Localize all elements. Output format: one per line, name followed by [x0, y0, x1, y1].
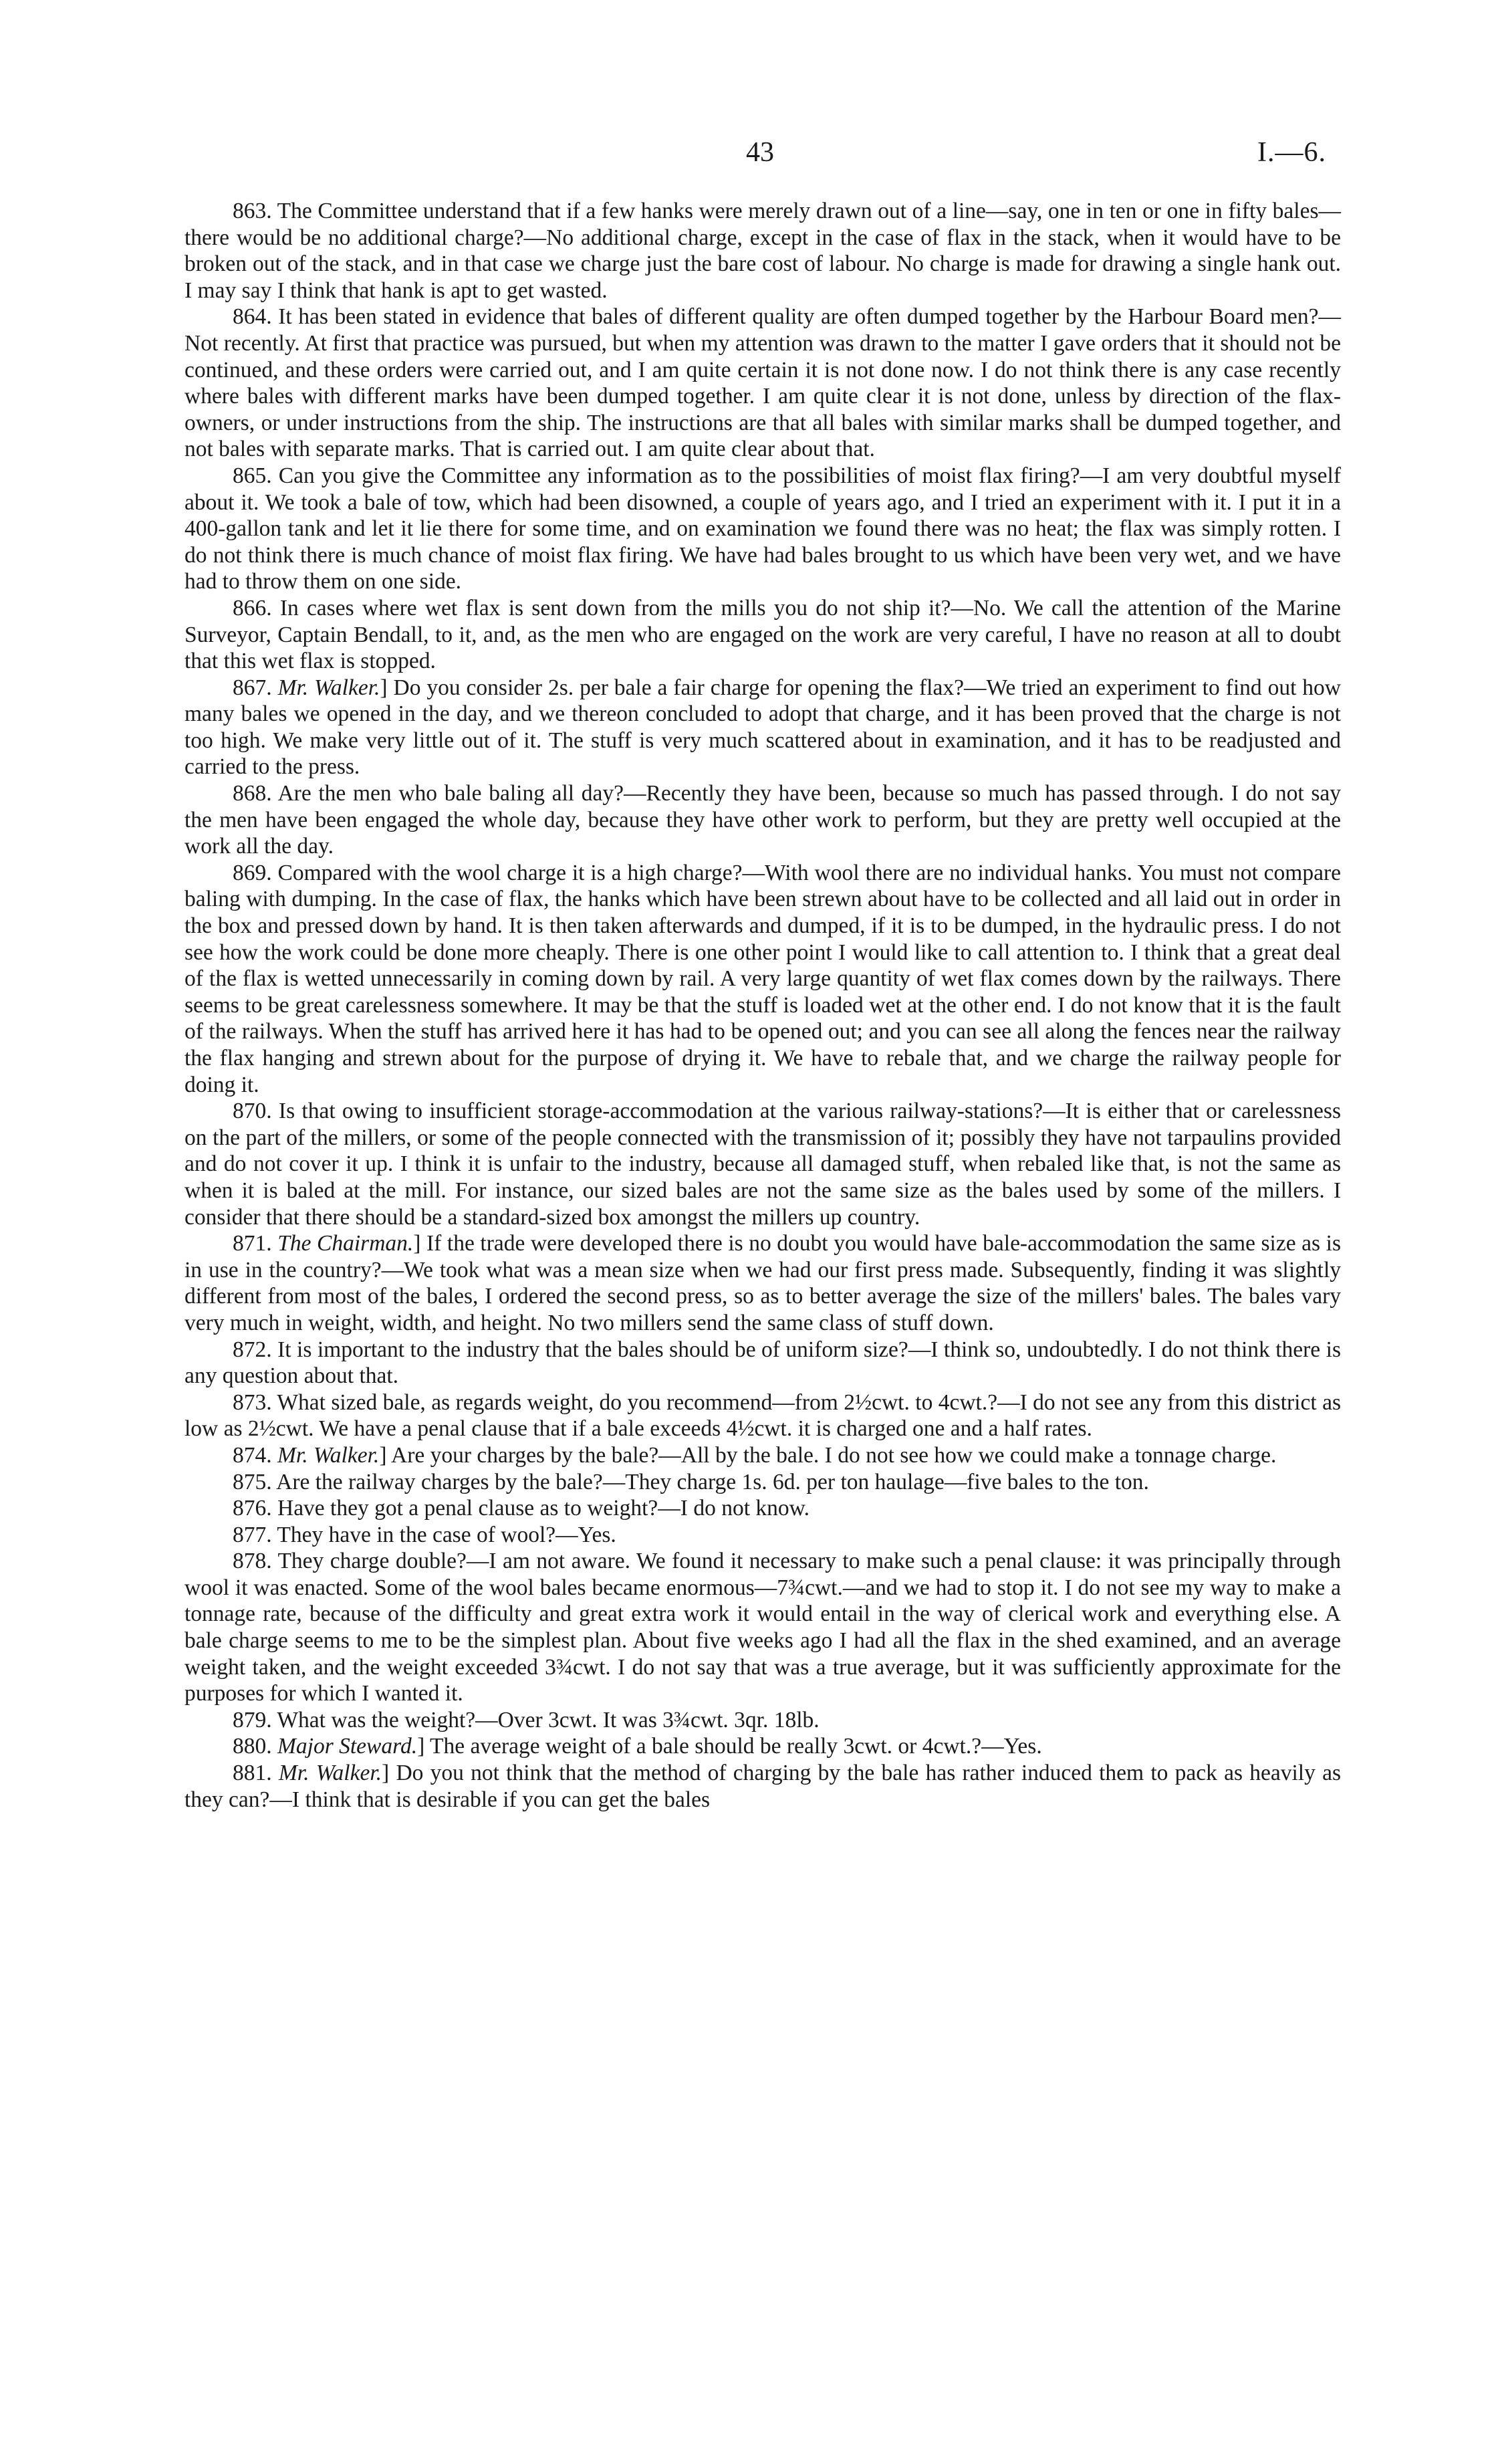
paragraph-866 [184, 595, 1341, 675]
paragraph-text: 880. Major Steward.] The average weight of a bale should be really 3cwt. or 4cwt.?—Yes. [233, 1734, 1042, 1759]
paragraph-878 [184, 1548, 1341, 1707]
paragraph-875 [184, 1469, 1341, 1496]
paragraph-872 [184, 1337, 1341, 1389]
paragraph-text: 873. What sized bale, as regards weight, do you recommend—from 2½cwt. to 4cwt.?—I do not see any from this district as low as 2½cwt. We have a penal clause that if a bale exceeds 4½cwt. it is charged one and a half rates. [184, 1389, 1341, 1442]
paragraph-868 [184, 780, 1341, 860]
page-number: 43 [746, 137, 774, 168]
document-reference: I.—6. [1257, 137, 1326, 168]
paragraph-text: 881. Mr. Walker.] Do you not think that the method of charging by the bale has rather induced them to pack as heavily as they can?—I think that is desirable if you can get the bales [184, 1761, 1341, 1812]
paragraph-text: 876. Have they got a penal clause as to weight?—I do not know. [233, 1496, 810, 1521]
paragraph-867 [184, 675, 1341, 780]
paragraph-text: 875. Are the railway charges by the bale?—They charge 1s. 6d. per ton haulage—five bales to the ton. [233, 1469, 1149, 1494]
paragraph-text: 872. It is important to the industry that the bales should be of uniform size?—I think so, undoubtedly. I do not think there is any question about that. [184, 1337, 1341, 1389]
speaker-name: Mr. Walker. [277, 675, 380, 700]
paragraph-text: 865. Can you give the Committee any information as to the possibilities of moist flax firing?—I am very doubtful myself about it. We took a bale of tow, which had been disowned, a couple of years ago, and I tried an experiment with it. I put it in a 400-gallon tank and let it lie there for some time, and on examination we found there was no heat; the flax was simply rotten. I do not think there is much chance of moist flax firing. We have had bales brought to us which have been very wet, and we have had to throw them on one side. [184, 463, 1341, 594]
paragraph-text: 870. Is that owing to insufficient storage-accommodation at the various railway-stations?—It is either that or carelessness on the part of the millers, or some of the people connected with the transmission of it; possibly they have not tarpaulins provided and do not cover it up. I think it is unfair to the industry, because all damaged stuff, when rebaled like that, is not the same as when it is baled at the mill. For instance, our sized bales are not the same size as the bales used by some of the millers. I consider that there should be a standard-sized box amongst the millers up country. [184, 1099, 1341, 1230]
speaker-name: Mr. Walker. [277, 1442, 380, 1468]
paragraph-881 [184, 1760, 1341, 1813]
body-text [184, 198, 1341, 1813]
paragraph-text: 871. The Chairman.] If the trade were developed there is no doubt you would have bale-accommodation the same size as is in use in the country?—We took what was a mean size when we had our first press made. Subsequently, finding it was slightly different from most of the bales, I ordered the second press, so as to better average the size of the millers' bales. The bales vary very much in weight, width, and height. No two millers send the same class of stuff down. [184, 1231, 1341, 1335]
paragraph-text: 864. It has been stated in evidence that bales of different quality are often dumped together by the Harbour Board men?—Not recently. At first that practice was pursued, but when my attention was drawn to the matter I gave orders that it should not be continued, and these orders were carried out, and I am quite certain it is not done now. I do not think there is any case recently where bales with different marks have been dumped together. I am quite clear it is not done, unless by direction of the flax-owners, or under instructions from the ship. The instructions are that all bales with similar marks shall be dumped together, and not bales with separate marks. That is carried out. I am quite clear about that. [184, 304, 1341, 462]
paragraph-877 [184, 1522, 1341, 1549]
paragraph-874 [184, 1442, 1341, 1469]
paragraph-880 [184, 1733, 1341, 1760]
paragraph-text: 879. What was the weight?—Over 3cwt. It was 3¾cwt. 3qr. 18lb. [233, 1707, 820, 1732]
paragraph-865 [184, 463, 1341, 595]
paragraph-863 [184, 198, 1341, 304]
speaker-name: The Chairman. [277, 1231, 414, 1256]
speaker-name: Major Steward. [277, 1734, 418, 1759]
speaker-name: Mr. Walker. [278, 1761, 382, 1786]
paragraph-871 [184, 1230, 1341, 1336]
paragraph-text: 866. In cases where wet flax is sent down from the mills you do not ship it?—No. We call the attention of the Marine Surveyor, Captain Bendall, to it, and, as the men who are engaged on the work are very careful, I have no reason at all to doubt that this wet flax is stopped. [184, 595, 1341, 674]
paragraph-text: 869. Compared with the wool charge it is a high charge?—With wool there are no individual hanks. You must not compare baling with dumping. In the case of flax, the hanks which have been strewn about have to be collected and all laid out in order in the box and pressed down by hand. It is then taken afterwards and dumped, if it is to be dumped, in the hydraulic press. I do not see how the work could be done more cheaply. There is one other point I would like to call attention to. I think that a great deal of the flax is wetted unnecessarily in coming down by rail. A very large quantity of wet flax comes down by the railways. There seems to be great carelessness somewhere. It may be that the stuff is loaded wet at the other end. I do not know that it is the fault of the railways. When the stuff has arrived here it has had to be opened out; and you can see all along the fences near the railway the flax hanging and strewn about for the purpose of drying it. We have to rebale that, and we charge the railway people for doing it. [184, 860, 1341, 1097]
paragraph-864 [184, 304, 1341, 463]
paragraph-870 [184, 1098, 1341, 1230]
paragraph-text: 863. The Committee understand that if a few hanks were merely drawn out of a line—say, one in ten or one in fifty bales—there would be no additional charge?—No additional charge, except in the case of flax in the stack, when it would have to be broken out of the stack, and in that case we charge just the bare cost of labour. No charge is made for drawing a single hank out. I may say I think that hank is apt to get wasted. [184, 199, 1341, 303]
paragraph-873 [184, 1389, 1341, 1442]
paragraph-text: 868. Are the men who bale baling all day?—Recently they have been, because so much has passed through. I do not say the men have been engaged the whole day, because they have other work to perform, but they are pretty well occupied at the work all the day. [184, 781, 1341, 859]
paragraph-text: 867. Mr. Walker.] Do you consider 2s. per bale a fair charge for opening the flax?—We tried an experiment to find out how many bales we opened in the day, and we thereon concluded to adopt that charge, and it has been proved that the charge is not too high. We make very little out of it. The stuff is very much scattered about in examination, and it has to be readjusted and carried to the press. [184, 675, 1341, 780]
paragraph-text: 878. They charge double?—I am not aware. We found it necessary to make such a penal clause: it was principally through wool it was enacted. Some of the wool bales became enormous—7¾cwt.—and we had to stop it. I do not see my way to make a tonnage rate, because of the difficulty and great extra work it would entail in the way of clerical work and everything else. A bale charge seems to me to be the simplest plan. About five weeks ago I had all the flax in the shed examined, and an average weight taken, and the weight exceeded 3¾cwt. I do not say that was a true average, but it was sufficiently approximate for the purposes for which I wanted it. [184, 1549, 1341, 1706]
paragraph-869 [184, 860, 1341, 1098]
paragraph-876 [184, 1495, 1341, 1522]
paragraph-879 [184, 1707, 1341, 1734]
paragraph-text: 877. They have in the case of wool?—Yes. [233, 1522, 616, 1547]
paragraph-text: 874. Mr. Walker.] Are your charges by the bale?—All by the bale. I do not see how we could make a tonnage charge. [233, 1442, 1277, 1468]
